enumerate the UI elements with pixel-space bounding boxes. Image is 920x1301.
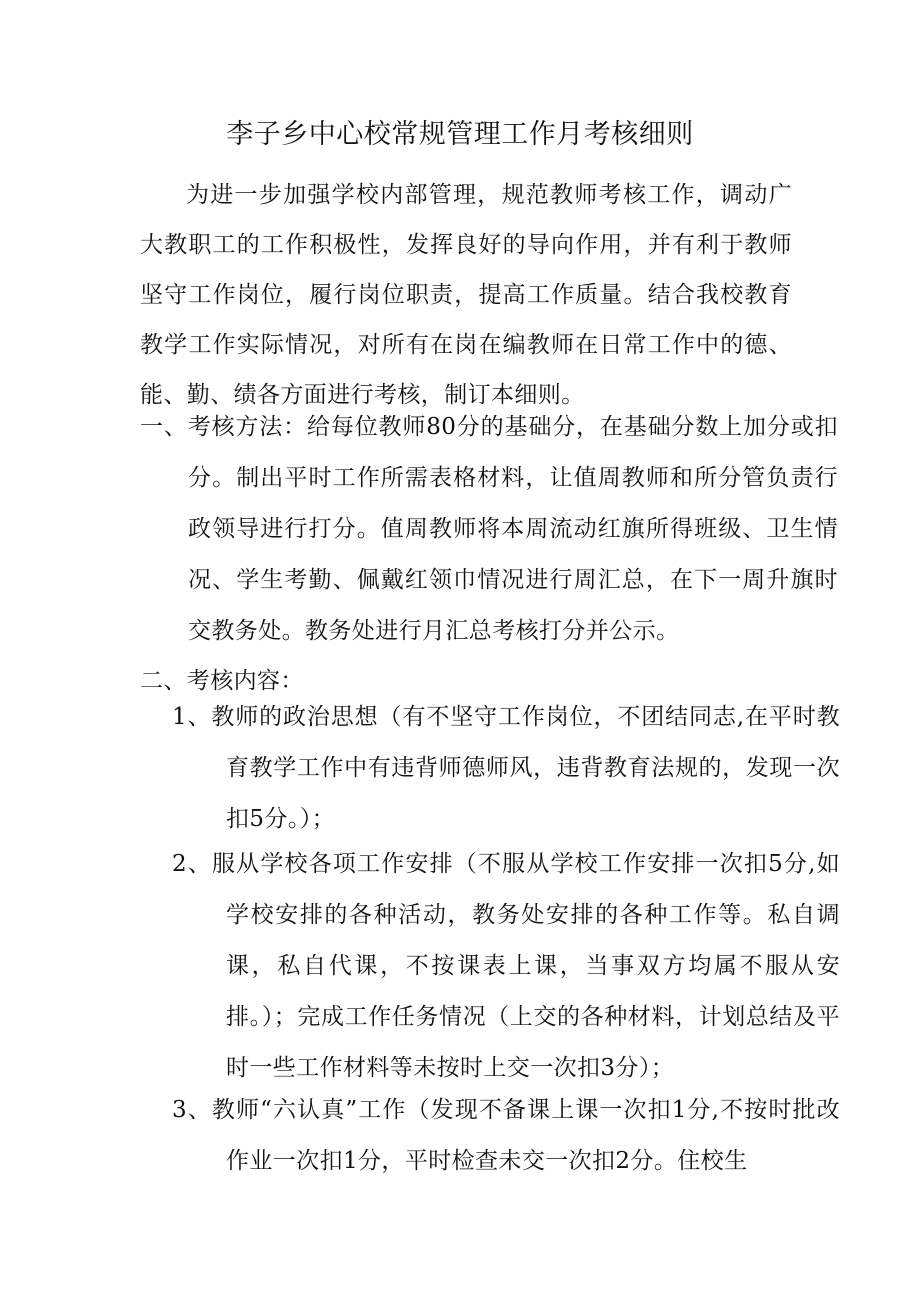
section-assessment-content-heading: 二、考核内容： bbox=[140, 668, 304, 694]
section-assessment-method: 一、考核方法：给每位教师80分的基础分，在基础分数上加分或扣分。制出平时工作所需表格材料，让值周教师和所分管负责行政领导进行打分。值周教师将本周流动红旗所得班级、卫生情况、学生考勤、佩戴红领巾情况进行周汇总，在下一周升旗时交教务处。教务处进行月汇总考核打分并公示。 bbox=[140, 414, 838, 644]
list-item: 3、教师“六认真”工作（发现不备课上课一次扣1分,不按时批改作业一次扣1分，平时检查未交一次扣2分。住校生 bbox=[172, 1097, 840, 1174]
list-item: 1、教师的政治思想（有不坚守工作岗位，不团结同志,在平时教育教学工作中有违背师德师风，违背教育法规的，发现一次扣5分。）； bbox=[172, 704, 840, 832]
intro-paragraph: 为进一步加强学校内部管理，规范教师考核工作，调动广大教职工的工作积极性，发挥良好的导向作用，并有利于教师坚守工作岗位，履行岗位职责，提高工作质量。结合我校教育教学工作实际情况，对所有在岗在编教师在日常工作中的德、能、勤、绩各方面进行考核，制订本细则。 bbox=[140, 182, 792, 408]
list-item: 2、服从学校各项工作安排（不服从学校工作安排一次扣5分,如学校安排的各种活动，教务处安排的各种工作等。私自调课，私自代课，不按课表上课，当事双方均属不服从安排。）；完成工作任务情况（上交的各种材料，计划总结及平时一些工作材料等未按时上交一次扣3分）； bbox=[172, 851, 840, 1081]
document-title: 李子乡中心校常规管理工作月考核细则 bbox=[226, 119, 694, 150]
